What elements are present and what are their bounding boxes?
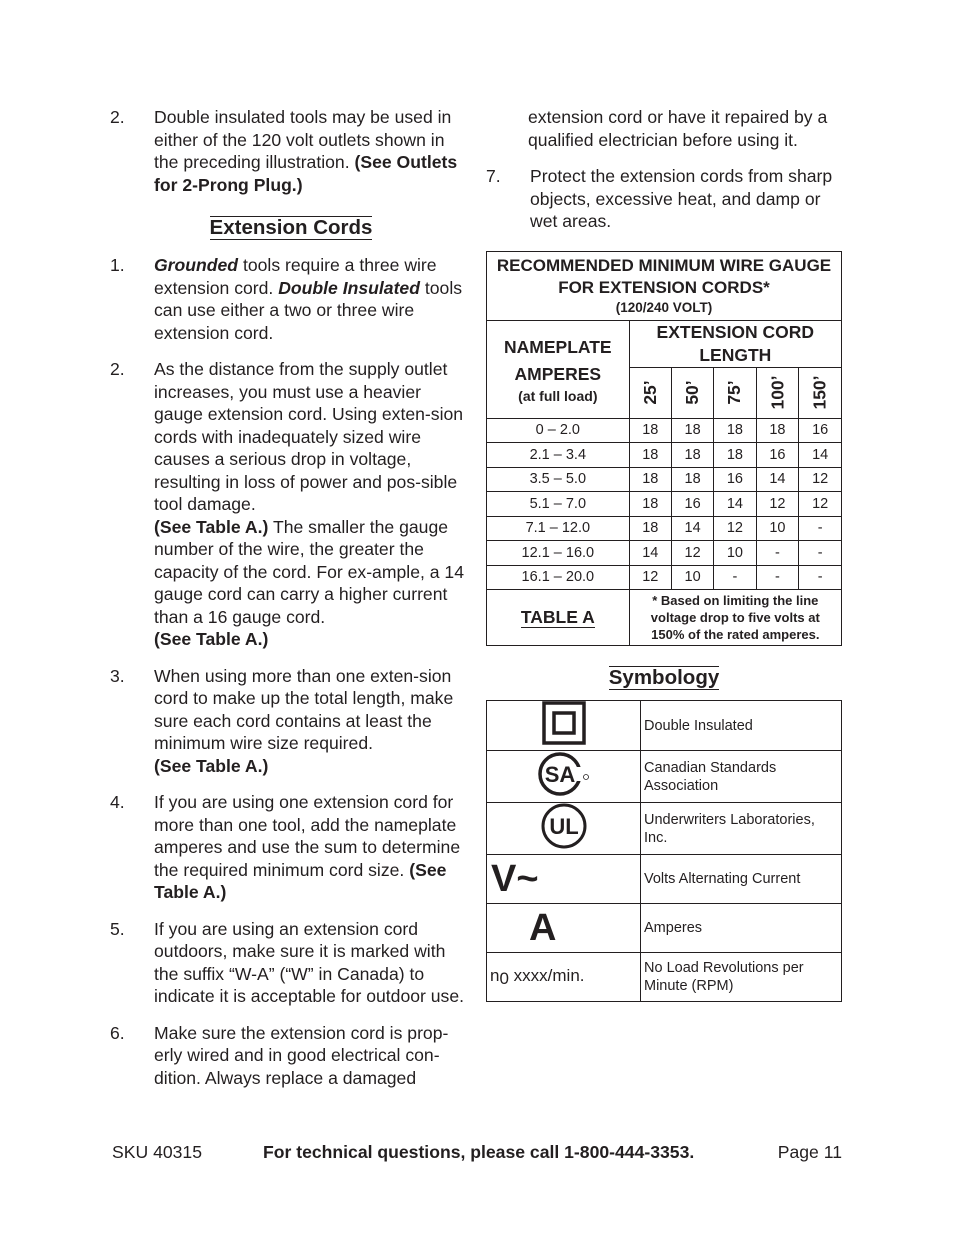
gauge-cell: 12 [629, 565, 671, 590]
symbol-description: Volts Alternating Current [641, 855, 842, 904]
symbol-description: No Load Revolutions per Minute (RPM) [641, 953, 842, 1002]
symbol-description: Double Insulated [641, 701, 842, 751]
item-number: 2. [110, 359, 125, 379]
item-number: 1. [110, 255, 125, 275]
svg-text:UL: UL [548, 814, 579, 839]
amperes-range-cell: 0 – 2.0 [487, 418, 630, 443]
item-text: tools can use either a two or three wire extension cord. [154, 277, 463, 343]
table-row [487, 565, 842, 590]
amperes-range-cell: 5.1 – 7.0 [487, 492, 630, 517]
item-number: 7. [486, 166, 501, 186]
item-reference: (See Table A.) [154, 516, 269, 537]
gauge-cell: - [756, 541, 799, 566]
gauge-cell: 16 [714, 467, 756, 492]
item-reference: (See Table A.) [154, 859, 447, 902]
list-item [110, 106, 472, 196]
item-text: The smaller the gauge number of the wire, the greater the capacity of the cord. For ex-ample, a 14 gauge cord can carry a higher current than a 16 gauge cord. [154, 516, 464, 627]
table-footnote: * Based on limiting the line voltage drop to five volts at 150% of the rated amperes. [629, 590, 841, 646]
gauge-cell: 18 [671, 418, 713, 443]
gauge-cell: - [799, 541, 842, 566]
list-item [110, 358, 472, 651]
item-text: If you are using one extension cord for more than one tool, add the nameplate amperes and use the sum to determine the required minimum cord size. [154, 792, 461, 880]
list-item [110, 791, 472, 904]
gauge-cell: 18 [629, 418, 671, 443]
gauge-cell: 14 [714, 492, 756, 517]
list-item [486, 165, 842, 233]
item-number: 5. [110, 918, 125, 939]
gauge-cell: 18 [629, 516, 671, 541]
length-header: 25’ [629, 367, 671, 418]
nameplate-amperes-header: NAMEPLATE AMPERES (at full load) [487, 320, 630, 418]
list-item [110, 665, 472, 778]
gauge-cell: 16 [799, 418, 842, 443]
volts-ac-icon: V~ [487, 855, 641, 904]
csa-icon [487, 751, 641, 803]
table-row [487, 443, 842, 468]
page-footer [112, 1142, 842, 1166]
gauge-cell: 12 [799, 492, 842, 517]
item-text: As the distance from the supply outlet increases, you must use a heavier gauge extension cord. Using exten-sion cords with inadequately sized wire causes a serious drop in voltage, resulting in loss of power and pos-sible tool damage. [154, 359, 464, 514]
item-text: When using more than one exten-sion cord to make up the total length, make sure each cord contains at least the minimum wire size required. [154, 665, 454, 753]
gauge-cell: 16 [756, 443, 799, 468]
item-text: Double insulated tools may be used in either of the 120 volt outlets shown in the preceding illustration. [154, 107, 452, 172]
symbol-row [487, 751, 842, 803]
amperes-range-cell: 7.1 – 12.0 [487, 516, 630, 541]
double-insulated-icon [487, 701, 641, 751]
gauge-cell: 18 [629, 492, 671, 517]
amperes-range-cell: 2.1 – 3.4 [487, 443, 630, 468]
list-item [110, 254, 472, 344]
gauge-cell: 12 [799, 467, 842, 492]
gauge-cell: - [799, 565, 842, 590]
sku-number: SKU 40315 [112, 1142, 202, 1162]
table-row [487, 467, 842, 492]
item-number: 2. [110, 107, 125, 127]
gauge-cell: - [714, 565, 756, 590]
gauge-cell: 10 [671, 565, 713, 590]
length-header: 150’ [799, 367, 842, 418]
length-header: 75’ [714, 367, 756, 418]
gauge-cell: 18 [629, 467, 671, 492]
symbol-description: Canadian Standards Association [641, 751, 842, 803]
item-emphasis: Double Insulated [278, 277, 420, 298]
item-6-continuation: extension cord or have it repaired by a qualified electrician before using it. [528, 107, 828, 150]
extension-cords-heading: Extension Cords [209, 216, 373, 239]
svg-text:SA: SA [544, 762, 575, 787]
nameplate-sub: (at full load) [518, 387, 598, 404]
amperes-range-cell: 3.5 – 5.0 [487, 467, 630, 492]
amperes-range-cell: 12.1 – 16.0 [487, 541, 630, 566]
gauge-cell: 14 [756, 467, 799, 492]
gauge-cell: 14 [671, 516, 713, 541]
gauge-cell: 18 [756, 418, 799, 443]
length-header: 100’ [756, 367, 799, 418]
item-text: Make sure the extension cord is prop-erly wired and in good electrical con-dition. Always replace a damaged [154, 1022, 449, 1088]
table-subtitle: (120/240 VOLT) [615, 299, 713, 315]
table-row [487, 541, 842, 566]
symbol-description: Underwriters Laboratories, Inc. [641, 803, 842, 855]
gauge-cell: 12 [671, 541, 713, 566]
symbol-row [487, 803, 842, 855]
item-emphasis: Grounded [154, 255, 239, 275]
right-column [486, 106, 842, 1002]
item-reference: (See Table A.) [154, 755, 269, 776]
gauge-cell: 10 [756, 516, 799, 541]
item-text: Protect the extension cords from sharp objects, excessive heat, and damp or wet areas. [530, 166, 833, 231]
tech-support-line: For technical questions, please call 1-800-444-3353. [263, 1142, 695, 1162]
symbology-heading: Symbology [608, 666, 720, 689]
extension-cord-length-header: EXTENSION CORD LENGTH [629, 320, 841, 367]
list-item [110, 918, 472, 1008]
table-label: TABLE A [487, 590, 630, 646]
gauge-cell: 18 [671, 467, 713, 492]
symbol-row [487, 904, 842, 953]
gauge-cell: 18 [671, 443, 713, 468]
gauge-cell: 12 [714, 516, 756, 541]
gauge-cell: 10 [714, 541, 756, 566]
gauge-cell: 18 [629, 443, 671, 468]
no-load-rpm-icon: $n_0$ xxxx/min. [487, 953, 641, 1002]
page-number: Page 11 [777, 1142, 842, 1162]
symbol-row [487, 953, 842, 1002]
ul-icon [487, 803, 641, 855]
amperes-icon: A [487, 904, 641, 953]
item-text: tools require a three wire extension cord. [154, 255, 437, 298]
gauge-cell: 14 [629, 541, 671, 566]
length-header: 50’ [671, 367, 713, 418]
table-row [487, 492, 842, 517]
item-reference: (See Table A.) [154, 629, 269, 649]
symbol-row [487, 701, 842, 751]
item-text: If you are using an extension cord outdoors, make sure it is marked with the suffix “W-A” (“W” in Canada) to indicate it is acceptable for outdoor use. [154, 918, 465, 1006]
item-number: 4. [110, 792, 125, 812]
table-title: RECOMMENDED MINIMUM WIRE GAUGE FOR EXTENSION CORDS* (120/240 VOLT) [487, 251, 842, 320]
item-number: 6. [110, 1022, 125, 1043]
gauge-rows [487, 418, 842, 590]
item-reference: (See Outlets for 2-Prong Plug.) [154, 152, 458, 195]
gauge-cell: - [799, 516, 842, 541]
symbol-description: Amperes [641, 904, 842, 953]
gauge-cell: - [756, 565, 799, 590]
table-row [487, 418, 842, 443]
gauge-cell: 12 [756, 492, 799, 517]
symbol-row [487, 855, 842, 904]
list-item [110, 1022, 472, 1090]
left-column [110, 106, 472, 1103]
amperes-range-cell: 16.1 – 20.0 [487, 565, 630, 590]
extension-cord-gauge-table [486, 251, 842, 647]
gauge-cell: 18 [714, 443, 756, 468]
table-row [487, 516, 842, 541]
symbology-table [486, 700, 842, 1002]
item-number: 3. [110, 665, 125, 686]
gauge-cell: 14 [799, 443, 842, 468]
gauge-cell: 16 [671, 492, 713, 517]
gauge-cell: 18 [714, 418, 756, 443]
